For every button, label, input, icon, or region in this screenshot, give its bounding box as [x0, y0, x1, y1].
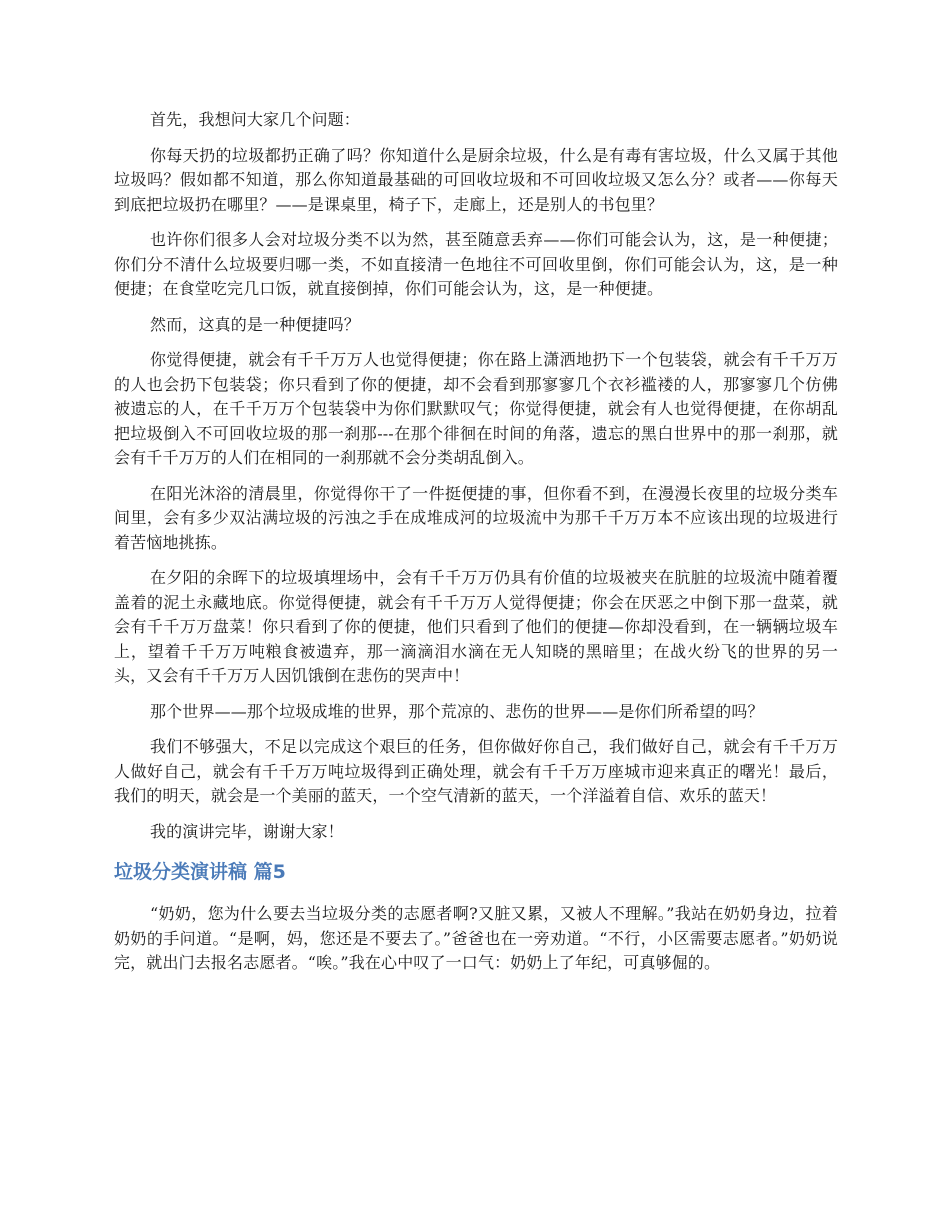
paragraph: “奶奶，您为什么要去当垃圾分类的志愿者啊?又脏又累，又被人不理解。”我站在奶奶身边，拉着奶奶的手问道。“是啊，妈，您还是不要去了。”爸爸也在一旁劝道。“不行，小区需要志愿者。”奶奶说完，就出门去报名志愿者。“唉。”我在心中叹了一口气：奶奶上了年纪，可真够倔的。 — [114, 904, 838, 972]
paragraph: 然而，这真的是一种便捷吗？ — [150, 314, 360, 334]
section-heading: 垃圾分类演讲稿 篇5 — [114, 861, 286, 883]
document-page — [114, 108, 838, 987]
paragraph: 那个世界——那个垃圾成堆的世界，那个荒凉的、悲伤的世界——是你们所希望的吗？ — [150, 701, 764, 721]
paragraph: 我的演讲完毕，谢谢大家！ — [150, 821, 344, 841]
paragraph: 你觉得便捷，就会有千千万万人也觉得便捷；你在路上潇洒地扔下一个包装袋，就会有千千万万的人也会扔下包装袋；你只看到了你的便捷，却不会看到那寥寥几个衣衫褴褛的人，那寥寥几个仿佛被遗忘的人，在千千万万个包装袋中为你们默默叹气；你觉得便捷，就会有人也觉得便捷，在你胡乱把垃圾倒入不可回收垃圾的那一刹那---在那个徘徊在时间的角落，遗忘的黑白世界中的那一刹那，就会有千千万万的人们在相同的一刹那就不会分类胡乱倒入。 — [114, 350, 838, 467]
paragraph: 我们不够强大，不足以完成这个艰巨的任务，但你做好你自己，我们做好自己，就会有千千万万人做好自己，就会有千千万万吨垃圾得到正确处理，就会有千千万万座城市迎来真正的曙光！最后，我们的明天，就会是一个美丽的蓝天，一个空气清新的蓝天，一个洋溢着自信、欢乐的蓝天！ — [114, 737, 838, 805]
paragraph: 在夕阳的余晖下的垃圾填埋场中，会有千千万万仍具有价值的垃圾被夹在肮脏的垃圾流中随着覆盖着的泥土永藏地底。你觉得便捷，就会有千千万万人觉得便捷；你会在厌恶之中倒下那一盘菜，就会有千千万万盘菜！你只看到了你的便捷，他们只看到了他们的便捷—你却没看到，在一辆辆垃圾车上，望着千千万万吨粮食被遗弃，那一滴滴泪水滴在无人知晓的黑暗里；在战火纷飞的世界的另一头，又会有千千万万人因饥饿倒在悲伤的哭声中！ — [114, 568, 838, 685]
paragraph: 你每天扔的垃圾都扔正确了吗？你知道什么是厨余垃圾，什么是有毒有害垃圾，什么又属于其他垃圾吗？假如都不知道，那么你知道最基础的可回收垃圾和不可回收垃圾又怎么分？或者——你每天到底把垃圾扔在哪里？——是课桌里，椅子下，走廊上，还是别人的书包里？ — [114, 145, 838, 214]
paragraph: 也许你们很多人会对垃圾分类不以为然，甚至随意丢弃——你们可能会认为，这，是一种便捷；你们分不清什么垃圾要归哪一类，不如直接清一色地往不可回收里倒，你们可能会认为，这，是一种便捷；在食堂吃完几口饭，就直接倒掉，你们可能会认为，这，是一种便捷。 — [114, 230, 838, 298]
paragraph: 在阳光沐浴的清晨里，你觉得你干了一件挺便捷的事，但你看不到，在漫漫长夜里的垃圾分类车间里，会有多少双沾满垃圾的污浊之手在成堆成河的垃圾流中为那千千万万本不应该出现的垃圾进行着苦恼地挑拣。 — [114, 483, 838, 552]
paragraph: 首先，我想问大家几个问题： — [150, 110, 360, 129]
